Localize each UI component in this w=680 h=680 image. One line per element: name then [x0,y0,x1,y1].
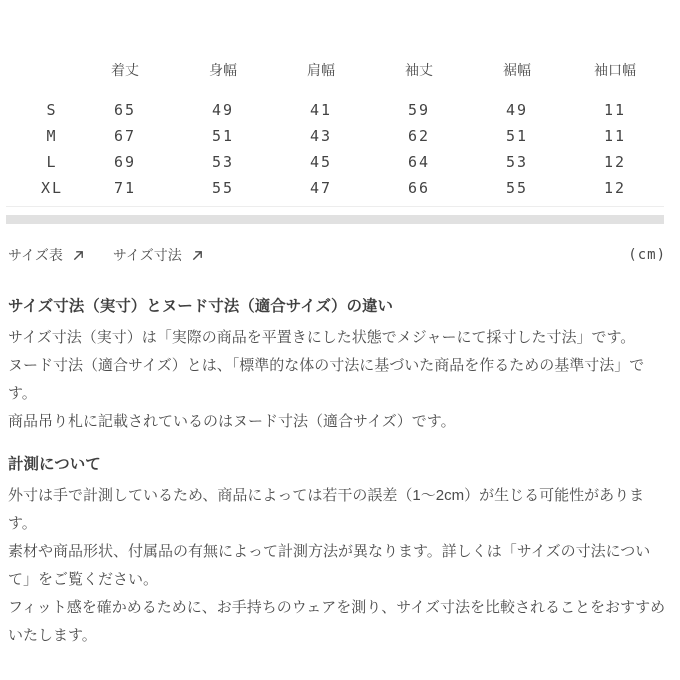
section-heading: サイズ寸法（実寸）とヌード寸法（適合サイズ）の違い [8,298,394,315]
section-paragraph: フィット感を確かめるために、お手持ちのウェアを測り、サイズ寸法を比較されることをおすすめいたします。 [8,599,666,644]
size-value: 45 [309,153,333,171]
table-bottom-divider [6,206,664,207]
size-row [28,149,664,175]
size-value: 51 [211,127,235,145]
size-row [28,97,664,123]
size-value: 53 [211,153,235,171]
size-value: 11 [603,127,627,145]
size-value: 43 [309,127,333,145]
size-value: 47 [309,179,333,197]
size-label: XL [40,179,64,197]
horizontal-scrollbar-track[interactable] [6,215,664,224]
size-value: 12 [603,179,627,197]
size-links-row [8,246,204,264]
size-value: 71 [113,179,137,197]
link-size-measurements[interactable] [113,245,204,265]
arrow-up-right-icon [191,249,204,262]
unit-label: (cm) [628,247,666,263]
size-value: 49 [505,101,529,119]
column-header: 身幅 [209,62,237,78]
column-header: 着丈 [111,62,139,78]
column-header: 袖口幅 [594,62,636,78]
section-paragraph: 商品吊り札に記載されているのはヌード寸法（適合サイズ）です。 [8,413,456,430]
table-header-row [28,56,664,84]
size-value: 65 [113,101,137,119]
size-value: 69 [113,153,137,171]
section-paragraph: ヌード寸法（適合サイズ）とは、「標準的な体の寸法に基づいた商品を作るための基準寸法」です。 [8,357,645,402]
size-table [0,56,664,201]
link-label: サイズ表 [8,247,63,263]
size-row [28,175,664,201]
size-value: 59 [407,101,431,119]
arrow-up-right-icon [72,249,85,262]
size-value: 11 [603,101,627,119]
size-row [28,123,664,149]
size-value: 55 [211,179,235,197]
size-value: 53 [505,153,529,171]
size-value: 51 [505,127,529,145]
link-label: サイズ寸法 [112,247,182,263]
size-value: 55 [505,179,529,197]
column-header: 肩幅 [307,62,335,78]
size-info-sections [8,295,670,650]
size-value: 62 [407,127,431,145]
size-column-header [28,56,76,84]
size-label: S [46,101,58,119]
size-value: 67 [113,127,137,145]
size-info-section [8,453,670,650]
size-value: 64 [407,153,431,171]
column-header: 袖丈 [405,62,433,78]
size-value: 41 [309,101,333,119]
size-value: 49 [211,101,235,119]
column-header: 裾幅 [503,62,531,78]
size-label: L [46,153,58,171]
size-label: M [46,127,58,145]
section-paragraph: サイズ寸法（実寸）は「実際の商品を平置きにした状態でメジャーにて採寸した寸法」です。 [8,329,636,346]
section-paragraph: 素材や商品形状、付属品の有無によって計測方法が異なります。詳しくは「サイズの寸法について」をご覧ください。 [8,543,651,588]
size-value: 12 [603,153,627,171]
size-info-section [8,295,670,436]
section-paragraph: 外寸は手で計測しているため、商品によっては若干の誤差（1〜2cm）が生じる可能性があります。 [8,487,645,532]
section-heading: 計測について [8,456,101,473]
link-size-chart[interactable] [8,245,85,265]
size-value: 66 [407,179,431,197]
